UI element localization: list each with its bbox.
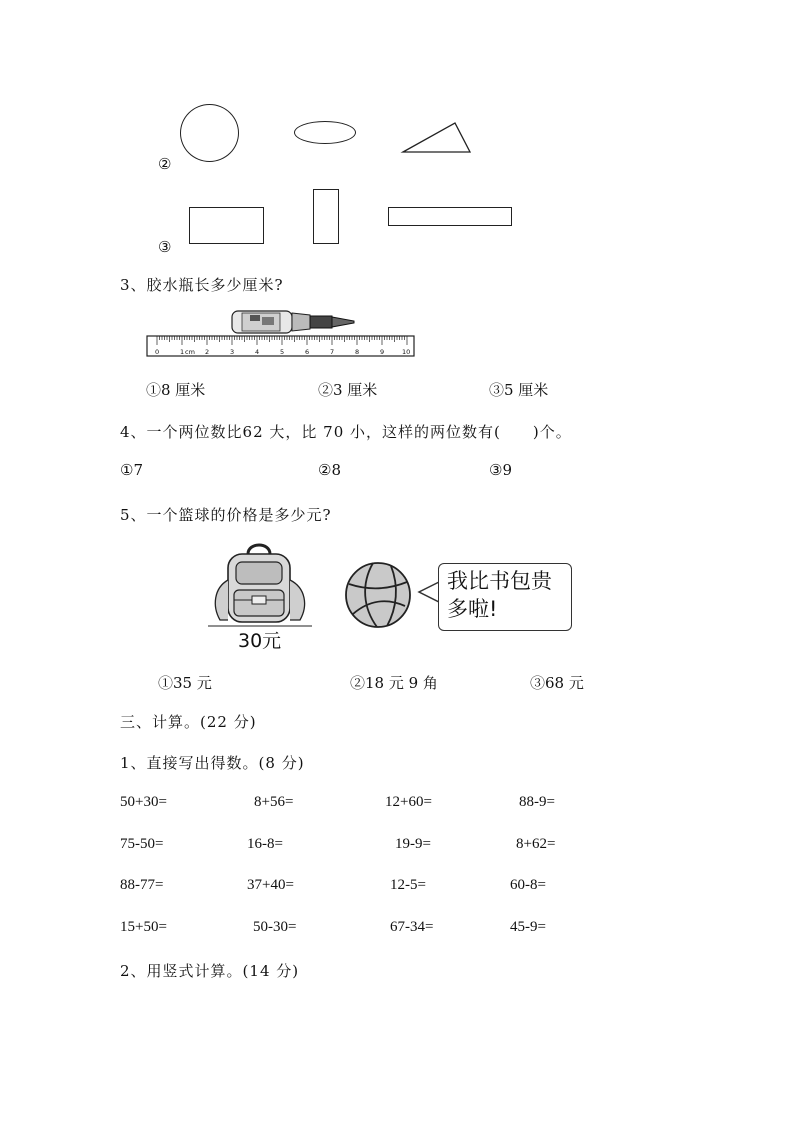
shape-ellipse <box>294 121 356 144</box>
ruler-number-1: 1 <box>180 348 185 356</box>
section-3-sub-2: 2、用竖式计算。(14 分) <box>120 962 300 980</box>
calc-item: 50-30= <box>253 919 297 935</box>
ruler-number-5: 5 <box>280 348 285 356</box>
calc-item: 12+60= <box>385 794 432 810</box>
ruler-number-8: 8 <box>355 348 360 356</box>
speech-line-2: 多啦! <box>447 597 498 621</box>
q4-option-3[interactable]: ③9 <box>489 461 512 479</box>
backpack-price: 30元 <box>238 630 282 652</box>
ruler-number-7: 7 <box>330 348 335 356</box>
q3-option-3[interactable]: ③5 厘米 <box>489 381 549 399</box>
calc-item: 19-9= <box>395 836 431 852</box>
calc-item: 67-34= <box>390 919 434 935</box>
section-3-title: 三、计算。(22 分) <box>120 713 257 731</box>
option-mark-3: ③ <box>158 238 172 256</box>
shape-triangle <box>400 120 475 156</box>
shape-rectangle-long <box>388 207 512 226</box>
ruler-number-9: 9 <box>380 348 385 356</box>
calc-item: 60-8= <box>510 877 546 893</box>
calc-item: 88-77= <box>120 877 164 893</box>
ruler-number-4: 4 <box>255 348 260 356</box>
calc-item: 50+30= <box>120 794 167 810</box>
ruler-number-10: 10 <box>402 348 411 356</box>
question-4-title: 4、一个两位数比62 大，比 70 小，这样的两位数有( )个。 <box>120 423 572 441</box>
speech-line-1: 我比书包贵 <box>447 569 552 593</box>
section-3-sub-1: 1、直接写出得数。(8 分) <box>120 754 305 772</box>
shape-rectangle-wide <box>189 207 264 244</box>
q5-option-1[interactable]: ①35 元 <box>158 674 212 692</box>
q4-option-2[interactable]: ②8 <box>318 461 341 479</box>
q3-option-2[interactable]: ②3 厘米 <box>318 381 378 399</box>
option-mark-2: ② <box>158 155 172 173</box>
calc-item: 75-50= <box>120 836 164 852</box>
shape-circle <box>180 104 239 162</box>
q5-option-3[interactable]: ③68 元 <box>530 674 584 692</box>
calc-item: 15+50= <box>120 919 167 935</box>
shape-rectangle-tall <box>313 189 339 244</box>
ruler-number-3: 3 <box>230 348 235 356</box>
calc-item: 16-8= <box>247 836 283 852</box>
glue-bottle-ruler-figure <box>146 307 418 359</box>
calc-item: 45-9= <box>510 919 546 935</box>
ruler-number-0: 0 <box>155 348 160 356</box>
question-5-title: 5、一个篮球的价格是多少元? <box>120 506 332 524</box>
calc-item: 88-9= <box>519 794 555 810</box>
q5-option-2[interactable]: ②18 元 9 角 <box>350 674 438 692</box>
backpack-icon <box>208 540 312 628</box>
calc-item: 12-5= <box>390 877 426 893</box>
glue-bottle-icon <box>230 307 360 337</box>
ruler-number-6: 6 <box>305 348 310 356</box>
ruler-numbers <box>146 348 416 358</box>
speech-bubble <box>438 563 572 631</box>
q4-option-1[interactable]: ①7 <box>120 461 143 479</box>
question-3-title: 3、胶水瓶长多少厘米? <box>120 276 284 294</box>
calc-item: 8+62= <box>516 836 556 852</box>
ruler-unit: cm <box>185 348 195 356</box>
ruler-number-2: 2 <box>205 348 210 356</box>
calc-item: 37+40= <box>247 877 294 893</box>
calc-item: 8+56= <box>254 794 294 810</box>
q3-option-1[interactable]: ①8 厘米 <box>146 381 206 399</box>
basketball-icon <box>343 560 413 630</box>
